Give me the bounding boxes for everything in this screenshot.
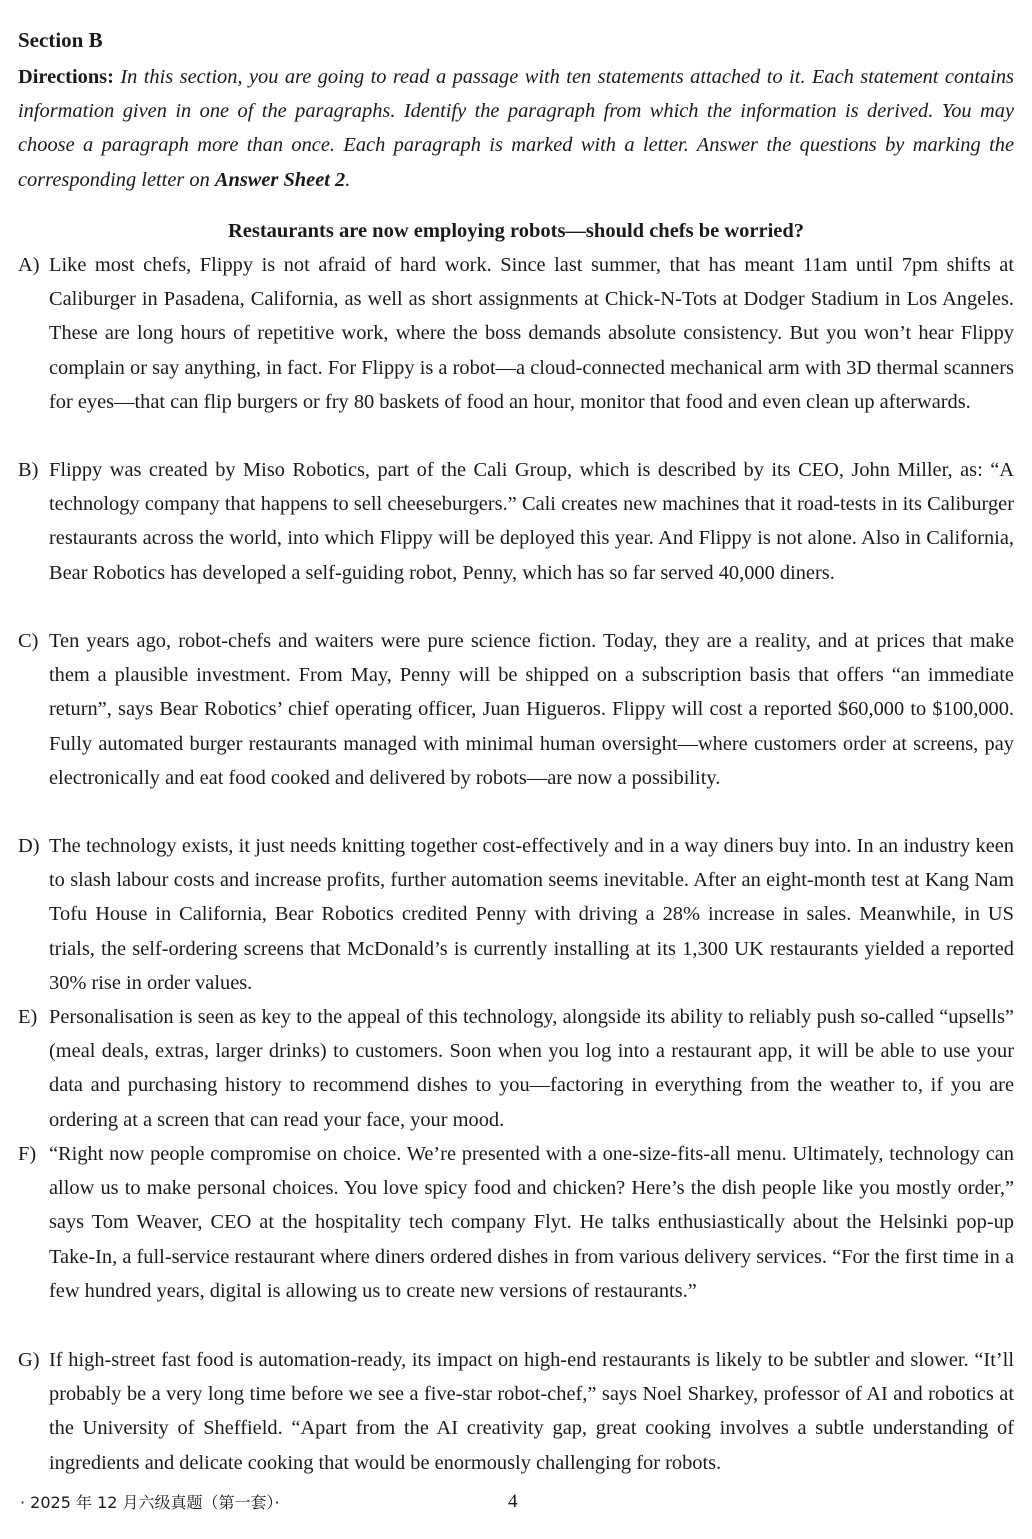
directions-label: Directions: [18,66,114,88]
directions-text: In this section, you are going to read a passage with ten statements attached to it. Each statement contains information given in one of the paragraphs. Identify the paragraph from which the information is derived. You may choose a paragraph more than once. Each paragraph is marked with a letter. Answer the questions by marking the corresponding letter on [18,66,1014,191]
paragraph-c [18,624,1014,795]
paragraph-letter: F) [18,1143,37,1165]
paragraph-letter: D) [18,835,40,857]
page-number: 4 [508,1491,518,1512]
paragraph-text: Personalisation is seen as key to the appeal of this technology, alongside its ability to reliably push so-called “upsells” (meal deals, extras, larger drinks) to customers. Soon when you log into a restaurant app, it will be able to use your data and purchasing history to recommend dishes to you—factoring in everything from the weather to, if you are ordering at a screen that can read your face, your mood. [49,1006,1014,1131]
answer-sheet-emphasis: Answer Sheet 2 [214,168,346,191]
paragraph-f [18,1137,1014,1308]
paragraph-letter: E) [18,1006,38,1028]
paragraph-text: “Right now people compromise on choice. We’re presented with a one-size-fits-all menu. Ultimately, technology can allow us to make personal choices. You love spicy food and chicken? Here’s the dish people like you mostly order,” says Tom Weaver, CEO at the hospitality tech company Flyt. He talks enthusiastically about the Helsinki pop-up Take-In, a full-service restaurant where diners ordered dishes in from various delivery services. “For the first time in a few hundred years, digital is allowing us to create new versions of restaurants.” [49,1143,1014,1302]
directions-end: . [345,168,351,191]
paragraph-text: Flippy was created by Miso Robotics, part of the Cali Group, which is described by its CEO, John Miller, as: “A technology company that happens to sell cheeseburgers.” Cali creates new machines that it road-tests in its Caliburger restaurants across the world, into which Flippy will be deployed this year. And Flippy is not alone. Also in California, Bear Robotics has developed a self-guiding robot, Penny, which has so far served 40,000 diners. [49,459,1014,584]
paragraph-letter: A) [18,254,40,276]
paragraph-b [18,453,1014,590]
paragraph-letter: C) [18,630,39,652]
footer-source: · 2025 年 12 月六级真题（第一套）· [20,1493,280,1512]
paragraph-text: The technology exists, it just needs knitting together cost-effectively and in a way diners buy into. In an industry keen to slash labour costs and increase profits, further automation seems inevitable. After an eight-month test at Kang Nam Tofu House in California, Bear Robotics credited Penny with driving a 28% increase in sales. Meanwhile, in US trials, the self-ordering screens that McDonald’s is currently installing at its 1,300 UK restaurants yielded a reported 30% rise in order values. [49,835,1014,994]
paragraph-letter: G) [18,1349,40,1371]
paragraph-text: Ten years ago, robot-chefs and waiters were pure science fiction. Today, they are a reality, and at prices that make them a plausible investment. From May, Penny will be shipped on a subscription basis that offers “an immediate return”, says Bear Robotics’ chief operating officer, Juan Higueros. Flippy will cost a reported $60,000 to $100,000. Fully automated burger restaurants managed with minimal human oversight—where customers order at screens, pay electronically and eat food cooked and delivered by robots—are now a possibility. [49,630,1014,789]
passage-title: Restaurants are now employing robots—should chefs be worried? [227,220,805,242]
directions [18,60,1014,197]
paragraph-g [18,1343,1014,1480]
paragraph-e [18,1000,1014,1137]
paragraph-a [18,248,1014,419]
paragraph-text: If high-street fast food is automation-ready, its impact on high-end restaurants is likely to be subtler and slower. “It’ll probably be a very long time before we see a five-star robot-chef,” says Noel Sharkey, professor of AI and robotics at the University of Sheffield. “Apart from the AI creativity gap, great cooking involves a subtle understanding of ingredients and delicate cooking that would be enormously challenging for robots. [49,1349,1014,1474]
paragraph-d [18,829,1014,1000]
section-title: Section B [18,28,103,52]
paragraph-letter: B) [18,459,39,481]
paragraph-text: Like most chefs, Flippy is not afraid of hard work. Since last summer, that has meant 11am until 7pm shifts at Caliburger in Pasadena, California, as well as short assignments at Chick-N-Tots at Dodger Stadium in Los Angeles. These are long hours of repetitive work, where the boss demands absolute consistency. But you won’t hear Flippy complain or say anything, in fact. For Flippy is a robot—a cloud-connected mechanical arm with 3D thermal scanners for eyes—that can flip burgers or fry 80 baskets of food an hour, monitor that food and even clean up afterwards. [49,254,1014,413]
